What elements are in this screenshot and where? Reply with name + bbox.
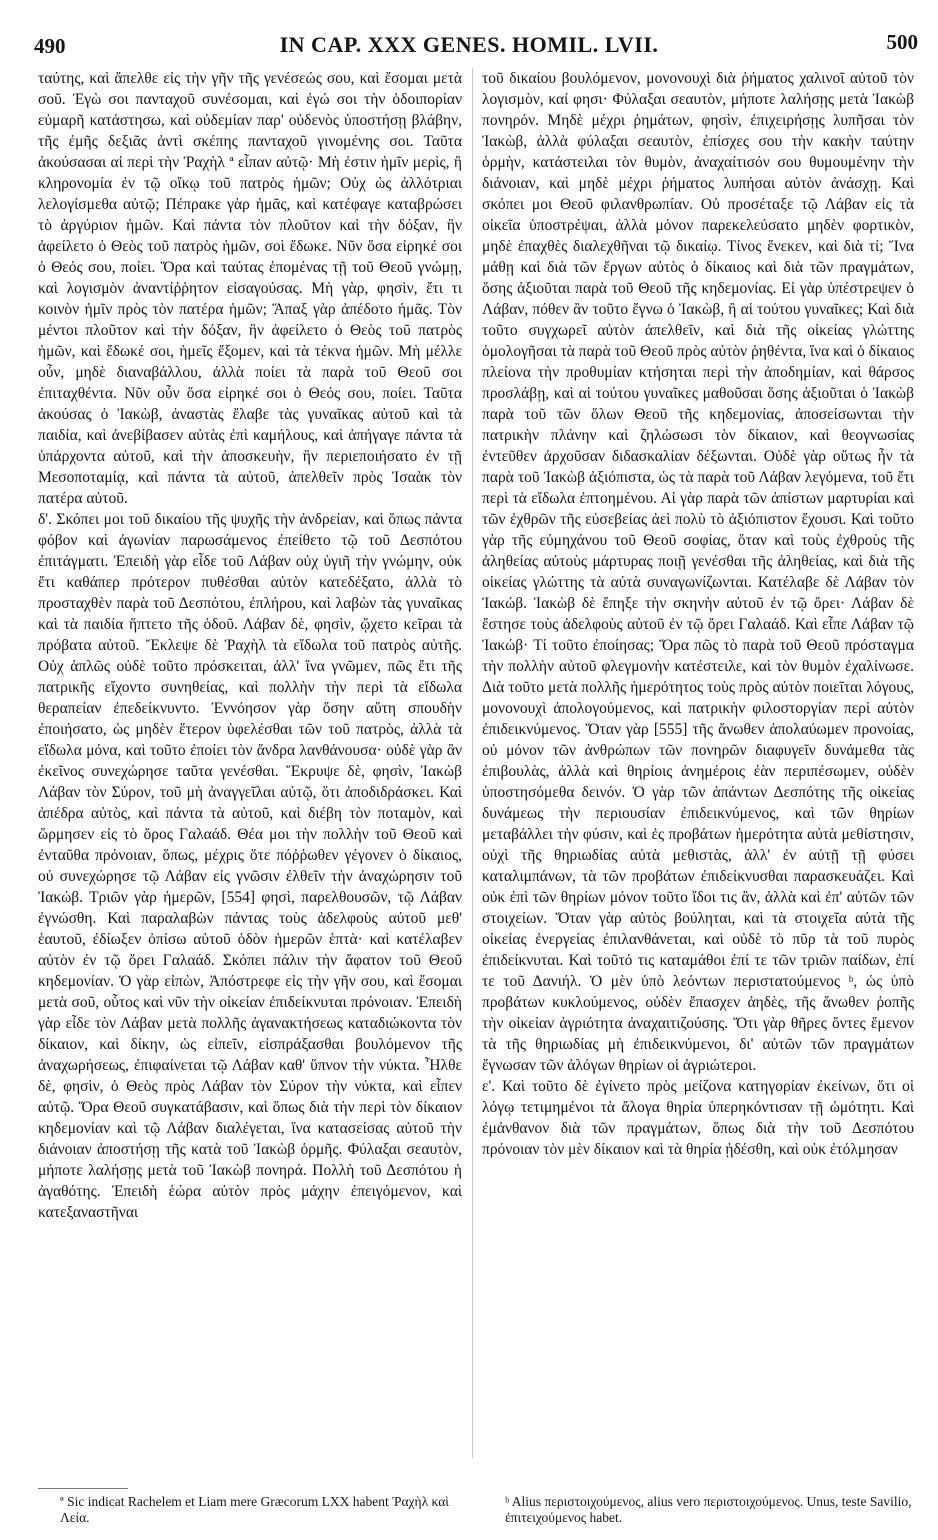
footnote-b: ᵇ Alius περιστοιχούμενος, alius vero περιστοιχούμενος. Unus, teste Savilio, ἐπιτειχούμενος habet. (505, 1494, 912, 1525)
left-column (38, 68, 462, 1458)
footnote-rule (38, 1488, 128, 1489)
running-title: IN CAP. XXX GENES. HOMIL. LVII. (279, 32, 659, 57)
paragraph: ταύτης, καὶ ἄπελθε εἰς τὴν γῆν τῆς γενέσεώς σου, καὶ ἔσομαι μετὰ σοῦ. Ἐγὼ σοι πανταχοῦ συνέσομαι, καὶ ἐγώ σοι τὴν ὁδοιπορίαν εὐμαρῆ κατάστησω, καὶ οὐδεμίαν παρ' οὐδενὸς ὑποστήσῃ βλάβην, τῆς ἐμῆς δεξιᾶς ἀντὶ σκέπης πανταχοῦ γινομένης σοι. Ταῦτα ἀκούσασαι αἱ περὶ τὴν Ῥαχὴλ ª εἶπαν αὐτῷ· Μὴ ἐστιν ἡμῖν μερὶς, ἢ κληρονομία ἐν τῷ οἴκῳ τοῦ πατρὸς ἡμῶν; Οὐχ ὡς ἀλλότριαι λελογίσμεθα αὐτῷ; Πέπρακε γὰρ ἡμᾶς, καὶ κατέφαγε καταβρώσει τὸ ἀργύριον ἡμῶν. Καὶ πάντα τὸν πλοῦτον καὶ τὴν δόξαν, ἣν ἀφείλετο ὁ Θεὸς τοῦ πατρὸς ἡμῶν, σοὶ ἔδωκε. Νῦν ὅσα εἰρηκέ σοι ὁ Θεός σου, ποίει. Ὅρα καὶ ταύτας ἑπομένας τῇ τοῦ Θεοῦ γνώμῃ, καὶ λογισμὸν ἀναντίῤῥητον εἰσαγούσας. Μὴ γὰρ, φησὶν, ἔτι τι κοινὸν ἡμῖν πρὸς τὸν πατέρα ἡμῶν; Ἅπαξ γὰρ ἀπέδοτο ἡμᾶς. Τὸν μέντοι πλοῦτον καὶ τὴν δόξαν, ἣν ἀφείλετο ὁ Θεὸς τοῦ πατρὸς ἡμῶν, καὶ ἔδωκέ σοι, ἡμεῖς ἔξομεν, καὶ τὰ τέκνα ἡμῶν. Μὴ μέλλε οὖν, μηδὲ διαναβάλλου, ἀλλὰ ποίει τὰ παρὰ τοῦ Θεοῦ σοι ἐπιταχθέντα. Νῦν οὖν ὅσα εἰρηκέ σοι ὁ Θεός σου, ποίει. Ταῦτα ἀκούσας ὁ Ἰακὼβ, ἀναστὰς ἔλαβε τὰς γυναῖκας αὐτοῦ καὶ τὰ παιδία, καὶ ἀνεβίβασεν αὐτὰς ἐπὶ καμήλους, καὶ ἀπήγαγε πάντα τὰ ὑπάρχοντα αὐτοῦ, καὶ τὴν ἀποσκευὴν, ἣν περιεποιήσατο ἐν τῇ Μεσοποταμίᾳ, καὶ πάντα τὰ αὐτοῦ, ἀπελθεῖν πρὸς Ἰσαὰκ τὸν πατέρα αὐτοῦ. (38, 70, 462, 507)
paragraph: τοῦ δικαίου βουλόμενον, μονονουχὶ διὰ ῥήματος χαλινοῖ αὐτοῦ τὸν λογισμὸν, καί φησι· Φύλαξαι σεαυτὸν, μήποτε λαλήσῃς μετὰ Ἰακὼβ πονηρόν. Μηδὲ μέχρι ῥημάτων, φησὶν, ἐπιχειρήσῃς λυπῆσαι τὸν Ἰακὼβ, ἀλλὰ φύλαξαι σεαυτὸν, ἐπίσχες σου τὴν κακὴν ταύτην ὁρμὴν, κατάστειλαι τὸν θυμὸν, ἀναχαίτισόν σου θυμουμένην τὴν διάνοιαν, καὶ μηδὲ μέχρι ῥήματος λυπήσαι αὐτὸν ἀνάσχῃ. Καὶ σκόπει μοι Θεοῦ φιλανθρωπίαν. Οὐ προσέταξε τῷ Λάβαν εἰς τὰ οἰκεῖα ὑποστρέψαι, ἀλλὰ μόνον παρεκελεύσατο μηδὲν φορτικὸν, μηδὲ ἐπαχθὲς διαλεχθῆναι τῷ δικαίῳ. Τίνος ἕνεκεν, καὶ διὰ τί; Ἵνα μάθῃ καὶ διὰ τῶν ἔργων αὐτὸς ὁ δίκαιος καὶ διὰ τῶν πραγμάτων, ὅσης ἀξιοῦται παρὰ τοῦ Θεοῦ τῆς κηδεμονίας. Εἰ γὰρ ὑπέστρεψεν ὁ Λάβαν, πόθεν ἂν τοῦτο ἔγνω ὁ Ἰακὼβ, ἢ αἱ τούτου γυναῖκες; Καὶ διὰ τοῦτο συγχωρεῖ αὐτὸν ἀπελθεῖν, καὶ διὰ τῆς οἰκείας γλώττης ὁμολογῆσαι τὰ παρὰ τοῦ Θεοῦ πρὸς αὐτὸν ῥηθέντα, ἵνα καὶ ὁ δίκαιος πλείονα τὴν προθυμίαν κτήσηται περὶ τὴν ἀποδημίαν, καὶ θάρσος προσλάβῃ, καὶ αἱ τούτου γυναῖκες μαθοῦσαι ὅσης ἀξιοῦται ὁ Ἰακὼβ παρὰ τοῦ τῶν ὅλων Θεοῦ τῆς κηδεμονίας, ἀποσείσωνται τὴν πατρικὴν πλάνην καὶ ζηλώσωσι τὸν δίκαιον, καὶ θεογνωσίας ἐντεῦθεν ἀρχοῦσαν διδασκαλίαν δέξωνται. Οὐδὲ γὰρ οὕτως ἦν τὰ παρὰ τοῦ Ἰακὼβ ἀξιόπιστα, ὡς τὰ παρὰ τοῦ Λάβαν λεγόμενα, τοῦ ἔτι περὶ τὰ εἴδωλα ἐπτοημένου. Αἱ γὰρ παρὰ τῶν ἀπίστων μαρτυρίαι καὶ τῶν ἐχθρῶν τῆς εὐσεβείας ἀεὶ πολὺ τὸ ἀξιόπιστον ἔχουσι. Καὶ τοῦτο γὰρ τῆς εὐμηχάνου τοῦ Θεοῦ σοφίας, ὅταν καὶ τοὺς ἐχθροὺς τῆς ἀληθείας αὐτοὺς μάρτυρας ποιῇ γενέσθαι τῆς ἀληθείας, καὶ διὰ τῆς οἰκείας γλώττης τὰ αὐτὰ συναγωνίζωνται. Κατέλαβε δὲ Λάβαν τὸν Ἰακώβ. Ἰακὼβ δὲ ἔπηξε τὴν σκηνὴν αὐτοῦ ἐν τῷ ὄρει· Λάβαν δὲ ἔστησε τοὺς ἀδελφοὺς αὐτοῦ ἐν τῷ ὄρει Γαλαάδ. Καὶ εἶπε Λάβαν τῷ Ἰακώβ· Τί τοῦτο ἐποίησας; Ὅρα πῶς τὸ παρὰ τοῦ Θεοῦ πρόσταγμα τὴν πολλὴν αὐτοῦ φλεγμονὴν κατέστειλε, καὶ τὸν θυμὸν ἐχαλίνωσε. Διὰ τοῦτο μετὰ πολλῆς ἡμερότητος τοὺς πρὸς αὐτὸν ποιεῖται λόγους, μονονουχὶ ἀπολογούμενος, καὶ πατρικὴν φιλοστοργίαν περὶ αὐτὸν ἐπιδεικνύμενος. Ὅταν γὰρ [555] τῆς ἄνωθεν ἀπολαύωμεν προνοίας, οὐ μόνον τῶν ἀνθρώπων τῶν πονηρῶν διαφυγεῖν δυνάμεθα τὰς ἐπιβουλὰς, ἀλλὰ καὶ θηρίοις ἀνημέροις ἐὰν περιπέσωμεν, οὐδὲν ὑποστησόμεθα δεινόν. Ὁ γὰρ τῶν ἁπάντων Δεσπότης τῆς οἰκείας δυνάμεως τὴν περιουσίαν ἐπιδεικνύμενος, καὶ τῶν θηρίων μεταβάλλει τὴν φύσιν, καὶ ἐς προβάτων ἡμερότητα αὐτὰ μεθίστησιν, οὐχὶ τῆς θηριωδίας αὐτὰ μεθιστὰς, ἀλλ' ἐν αὐτῇ τῇ φύσει καταλιμπάνων, τὰ τῶν προβάτων ἐπιδείκνυσθαι παρασκευάζει. Καὶ οὐκ ἐπὶ τῶν θηρίων μόνον τοῦτο ἴδοι τις ἂν, ἀλλὰ καὶ ἐπ' αὐτῶν τῶν στοιχείων. Ὅταν γὰρ αὐτὸς βούληται, καὶ τὰ στοιχεῖα αὐτὰ τῆς οἰκείας ἐνεργείας ἐπιλανθάνεται, καὶ οὐδὲ τὸ πῦρ τὰ τοῦ πυρὸς ἐπιδείκνυται. Καὶ τοῦτό τις καταμάθοι ἐπί τε τῶν τριῶν παίδων, ἐπί τε τοῦ Δανιήλ. Ὁ μὲν ὑπὸ λεόντων περιστατούμενος ᵇ, ὡς ὑπὸ προβάτων κυκλούμενος, οὐδὲν ἔπασχεν ἀηδὲς, τῆς ἄνωθεν ῥοπῆς τὴν οἰκείαν ἀγριότητα ἀναχαιτιζούσης. Ὅτι γὰρ θῆρες ὄντες ἔμενον τὰ τῆς θηριωδίας μὴ ἐπιδεικνύμενοι, δι' αὐτῶν τῶν πραγμάτων ἔγνωσαν τῶν ἀλόγων θηρίων οἱ ἀγριώτεροι. (482, 70, 914, 1074)
page-number-left: 490 (34, 34, 66, 58)
paragraph: δ'. Σκόπει μοι τοῦ δικαίου τῆς ψυχῆς τὴν ἀνδρείαν, καὶ ὅπως πάντα φόβον καὶ ἀγωνίαν παρωσάμενος ἐπείθετο τῷ τοῦ Δεσπότου ἐπιτάγματι. Ἐπειδὴ γὰρ εἶδε τοῦ Λάβαν οὐχ ὑγιῆ τὴν γνώμην, οὐκ ἔτι καθάπερ πρότερον πυθέσθαι αὐτὸν κατεδέξατο, ἀλλὰ τὸ προσταχθὲν παρὰ τοῦ Δεσπότου, ἐπλήρου, καὶ λαβὼν τὰς γυναῖκας καὶ τὰ παιδία ἥπτετο τῆς ὁδοῦ. Λάβαν δὲ, φησὶν, ᾤχετο κεῖραι τὰ πρόβατα αὐτοῦ. Ἔκλεψε δὲ Ῥαχὴλ τὰ εἴδωλα τοῦ πατρὸς αὐτῆς. Οὐχ ἁπλῶς οὐδὲ τοῦτο πρόσκειται, ἀλλ' ἵνα γνῶμεν, πῶς ἔτι τῆς πατρικῆς εἴχοντο συνηθείας, καὶ πολλὴν τὴν περὶ τὰ εἴδωλα θεραπείαν ἐπεδείκνυντο. Ἐννόησον γὰρ ὅσην αὕτη σπουδὴν ἐποιήσατο, ὡς μηδὲν ἕτερον ὑφελέσθαι τῶν τοῦ πατρὸς, ἀλλὰ τὰ εἴδωλα μόνα, καὶ τοῦτο ἐποίει τὸν ἄνδρα λανθάνουσα· οὐδὲ γὰρ ἂν ἐκεῖνος συνεχώρησε ταῦτα γενέσθαι. Ἔκρυψε δὲ, φησὶν, Ἰακὼβ Λάβαν τὸν Σύρον, τοῦ μὴ ἀναγγεῖλαι αὐτῷ, ὅτι ἀποδιδράσκει. Καὶ ἀπέδρα αὐτὸς, καὶ πάντα τὰ αὐτοῦ, καὶ διέβη τὸν ποταμὸν, καὶ ὥρμησεν εἰς τὸ ὄρος Γαλαάδ. Θέα μοι τὴν πολλὴν τοῦ Θεοῦ καὶ ἐνταῦθα πρόνοιαν, ὅπως, μέχρις ὅτε πόῤῥωθεν γέγονεν ὁ δίκαιος, οὐ συνεχώρησε τῷ Λάβαν εἰς γνῶσιν ἐλθεῖν τὴν ἀναχώρησιν τοῦ Ἰακώβ. Τριῶν γὰρ ἡμερῶν, [554] φησὶ, παρελθουσῶν, τῷ Λάβαν ἐγνώσθη. Καὶ παραλαβὼν πάντας τοὺς ἀδελφοὺς αὐτοῦ μεθ' ἑαυτοῦ, ἐδίωξεν ὀπίσω αὐτοῦ ὁδὸν ἡμερῶν ἑπτὰ· καὶ κατέλαβεν αὐτὸν ἐν τῷ ὄρει Γαλαάδ. Σκόπει πάλιν τὴν ἄφατον τοῦ Θεοῦ κηδεμονίαν. Ὁ γὰρ εἰπὼν, Ἀπόστρεφε εἰς τὴν γῆν σου, καὶ ἔσομαι μετὰ σοῦ, οὗτος καὶ νῦν τὴν οἰκείαν ἐπιδείκνυται πρόνοιαν. Ἐπειδὴ γὰρ εἶδε τὸν Λάβαν μετὰ πολλῆς ἀγανακτήσεως καταδιώκοντα τὸν δίκαιον, καὶ δίκην, ὡς εἰπεῖν, εἰσπράξασθαι βουλόμενον τῆς ἀναχωρήσεως, ἐπιφαίνεται τῷ Λάβαν καθ' ὕπνον τὴν νύκτα. Ἦλθε δὲ, φησὶν, ὁ Θεὸς πρὸς Λάβαν τὸν Σύρον τὴν νύκτα, καὶ εἶπεν αὐτῷ. Ὅρα Θεοῦ συγκατάβασιν, καὶ ὅπως διὰ τὴν περὶ τὸν δίκαιον κηδεμονίαν καὶ τῷ Λάβαν διαλέγεται, ἵνα κατασείσας αὐτοῦ τὴν διάνοιαν ἀποστήσῃ τῆς κατὰ τοῦ Ἰακὼβ ὁρμῆς. Φύλαξαι σεαυτὸν, μήποτε λαλήσῃς μετὰ τοῦ Ἰακὼβ πονηρά. Πολλὴ τοῦ Δεσπότου ἡ ἀγαθότης. Ἐπειδὴ ἑώρα αὐτὸν πρὸς μάχην ἐπειγόμενον, καὶ κατεξαναστῆναι (38, 511, 462, 1221)
running-header (20, 30, 918, 66)
paragraph: ε'. Καὶ τοῦτο δὲ ἐγίνετο πρὸς μείζονα κατηγορίαν ἐκείνων, ὅτι οἱ λόγῳ τετιμημένοι τὰ ἄλογα θηρία ὑπερηκόντισαν τῇ ὠμότητι. Καὶ ἐμάνθανον διὰ τῶν πραγμάτων, ὅπως διὰ τὴν τοῦ Δεσπότου πρόνοιαν τὸν μὲν δίκαιον καὶ τὰ θηρία ᾐδέσθη, καὶ οὐκ ἐτόλμησαν (482, 1078, 914, 1158)
footnote-a: ª Sic indicat Rachelem et Liam mere Græcorum LXX habent Ῥαχὴλ καὶ Λεία. (60, 1494, 449, 1525)
page-number-right: 500 (886, 30, 918, 54)
column-divider (472, 68, 473, 1458)
right-column (482, 68, 914, 1458)
